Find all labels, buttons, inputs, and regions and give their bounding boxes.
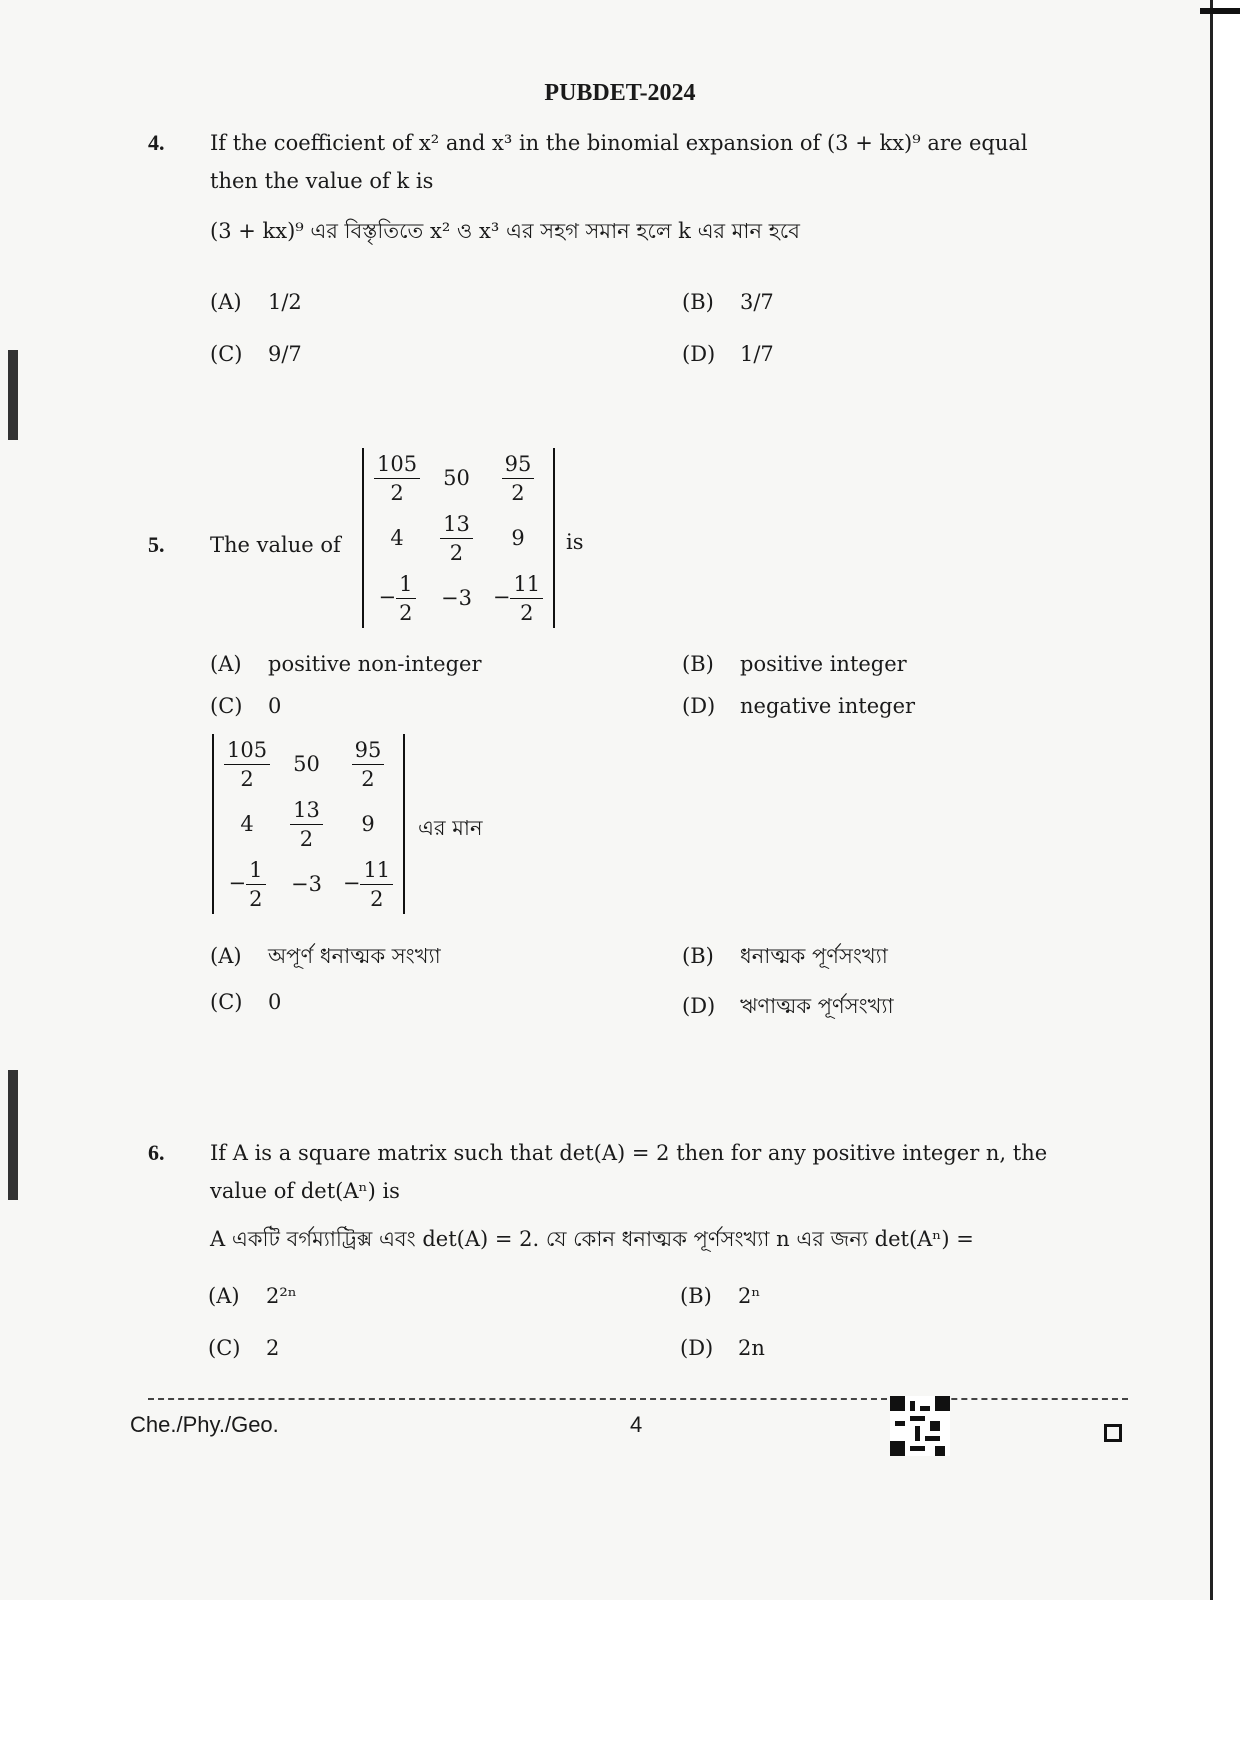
option-a[interactable]: (A) অপূর্ণ ধনাত্মক সংখ্যা: [210, 944, 441, 968]
square-marker-icon: [1104, 1424, 1122, 1442]
question-5: [150, 526, 1130, 564]
scan-binding-mark: [8, 350, 18, 440]
footer-subject: Che./Phy./Geo.: [130, 1412, 279, 1437]
question-number: 6.: [148, 1140, 165, 1165]
option-c[interactable]: (C) 2: [208, 1336, 280, 1360]
option-c[interactable]: (C) 0: [210, 990, 282, 1014]
determinant-bn: $\frac{105}{2}$ 50 $\frac{95}{2}$ 4 $\frac{13}{2}$ 9 − $\frac{1}{2}$ −3 − $\frac{11}{2}$: [212, 734, 405, 914]
option-a[interactable]: (A) 2²ⁿ: [208, 1284, 297, 1308]
question-6: [150, 1134, 1130, 1258]
scan-binding-mark: [8, 1070, 18, 1200]
question-suffix-bn: এর মান: [418, 816, 483, 840]
option-c[interactable]: (C) 9/7: [210, 342, 302, 366]
question-number: 5.: [148, 532, 165, 557]
option-a[interactable]: (A) 1/2: [210, 290, 302, 314]
option-b[interactable]: (B) 2ⁿ: [680, 1284, 761, 1308]
question-text-en: then the value of k is: [210, 169, 434, 193]
scan-edge-mark: [1200, 8, 1240, 14]
question-text-bn: A একটি বর্গম্যাট্রিক্স এবং det(A) = 2. যে কোন ধনাত্মক পূর্ণসংখ্যা n এর জন্য det(Aⁿ) =: [210, 1227, 974, 1251]
footer-divider: [148, 1398, 1128, 1400]
option-d[interactable]: (D) 2n: [680, 1336, 765, 1360]
question-text-en: If A is a square matrix such that det(A) = 2 then for any positive integer n, the: [210, 1141, 1048, 1165]
option-d[interactable]: (D) ঋণাত্মক পূর্ণসংখ্যা: [682, 994, 894, 1018]
question-text-en: value of det(Aⁿ) is: [210, 1179, 400, 1203]
question-prefix: The value of: [210, 533, 341, 557]
option-b[interactable]: (B) 3/7: [682, 290, 774, 314]
page-number: 4: [630, 1412, 643, 1437]
option-c[interactable]: (C) 0: [210, 694, 282, 718]
option-a[interactable]: (A) positive non-integer: [210, 652, 482, 676]
option-d[interactable]: (D) negative integer: [682, 694, 916, 718]
question-text-en: If the coefficient of x² and x³ in the binomial expansion of (3 + kx)⁹ are equal: [210, 131, 1028, 155]
option-d[interactable]: (D) 1/7: [682, 342, 774, 366]
page-header: PUBDET-2024: [544, 80, 696, 106]
option-b[interactable]: (B) positive integer: [682, 652, 907, 676]
question-number: 4.: [148, 130, 165, 155]
qr-code-icon: [890, 1396, 950, 1456]
determinant-en: $\frac{105}{2}$ 50 $\frac{95}{2}$ 4 $\frac{13}{2}$ 9 − $\frac{1}{2}$ −3 − $\frac{11}{2}$: [362, 448, 555, 628]
question-4: [150, 124, 1130, 250]
option-b[interactable]: (B) ধনাত্মক পূর্ণসংখ্যা: [682, 944, 888, 968]
question-suffix: is: [566, 530, 584, 554]
question-text-bn: (3 + kx)⁹ এর বিস্তৃতিতে x² ও x³ এর সহগ সমান হলে k এর মান হবে: [210, 219, 800, 243]
